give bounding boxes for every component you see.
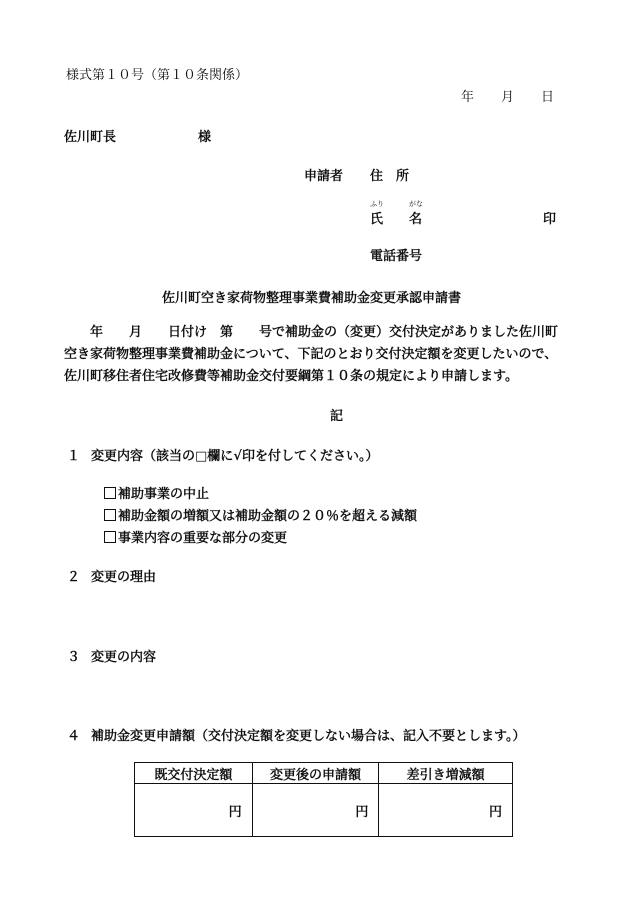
body-paragraph — [64, 322, 564, 388]
header-difference: 差引き増減額 — [379, 763, 513, 784]
section-3-title: 変更の内容 — [91, 650, 157, 665]
name-ruby-1: ふり — [370, 200, 384, 208]
form-number: 様式第１０号（第１０条関係） — [66, 68, 249, 83]
option-increase: 補助金額の増額又は補助金額の２０％を超える減額 — [104, 506, 417, 528]
addressee-name: 佐川町長 — [64, 130, 117, 145]
section-1-number: １ — [67, 449, 81, 464]
checkbox-cancel[interactable] — [104, 487, 116, 499]
name-label-2 — [409, 200, 423, 227]
address-label: 住 所 — [370, 169, 410, 184]
document-title: 佐川町空き家荷物整理事業費補助金変更承認申請書 — [162, 291, 462, 306]
header-revised-amount: 変更後の申請額 — [252, 763, 379, 784]
checkbox-increase[interactable] — [104, 509, 116, 521]
section-2-number: ２ — [67, 570, 81, 585]
name-char-2: 名 — [409, 212, 423, 227]
difference-cell[interactable] — [379, 784, 513, 837]
date-month: 月 — [501, 90, 515, 105]
date-year: 年 — [461, 90, 475, 105]
seal-mark: 印 — [543, 212, 557, 227]
body-line-1: 年 月 日付け 第 号で補助金の（変更）交付決定がありました佐川町 — [90, 325, 559, 340]
body-line-2: 空き家荷物整理事業費補助金について、下記のとおり交付決定額を変更したいので、 — [64, 347, 558, 362]
applicant-label: 申請者 — [304, 169, 344, 184]
option-cancel: 補助事業の中止 — [104, 484, 417, 506]
addressee-honorific: 様 — [198, 130, 212, 145]
header-approved-amount: 既交付決定額 — [135, 763, 253, 784]
approved-amount-cell[interactable] — [135, 784, 253, 837]
name-ruby-2: がな — [409, 200, 423, 208]
amount-table-row — [135, 784, 513, 837]
name-char-1: 氏 — [370, 212, 384, 227]
ki-heading: 記 — [330, 409, 344, 424]
option-content: 事業内容の重要な部分の変更 — [104, 528, 417, 550]
yen-unit: 円 — [355, 804, 369, 820]
amount-table — [134, 762, 513, 837]
section-4-number: ４ — [67, 729, 81, 744]
date-day: 日 — [541, 90, 555, 105]
section-2-title: 変更の理由 — [91, 570, 157, 585]
yen-unit: 円 — [488, 804, 502, 820]
section-4-title: 補助金変更申請額（交付決定額を変更しない場合は、記入不要とします。） — [91, 729, 526, 744]
name-label-1 — [370, 200, 384, 227]
revised-amount-cell[interactable] — [252, 784, 379, 837]
checkbox-content[interactable] — [104, 531, 116, 543]
section-1-title: 変更内容（該当の□欄に√印を付してください。） — [91, 449, 379, 464]
body-line-3: 佐川町移住者住宅改修費等補助金交付要綱第１０条の規定により申請します。 — [64, 369, 518, 384]
yen-unit: 円 — [228, 804, 242, 820]
phone-label: 電話番号 — [370, 249, 423, 264]
change-options — [104, 484, 417, 550]
amount-table-header — [135, 763, 513, 784]
section-3-number: ３ — [67, 650, 81, 665]
